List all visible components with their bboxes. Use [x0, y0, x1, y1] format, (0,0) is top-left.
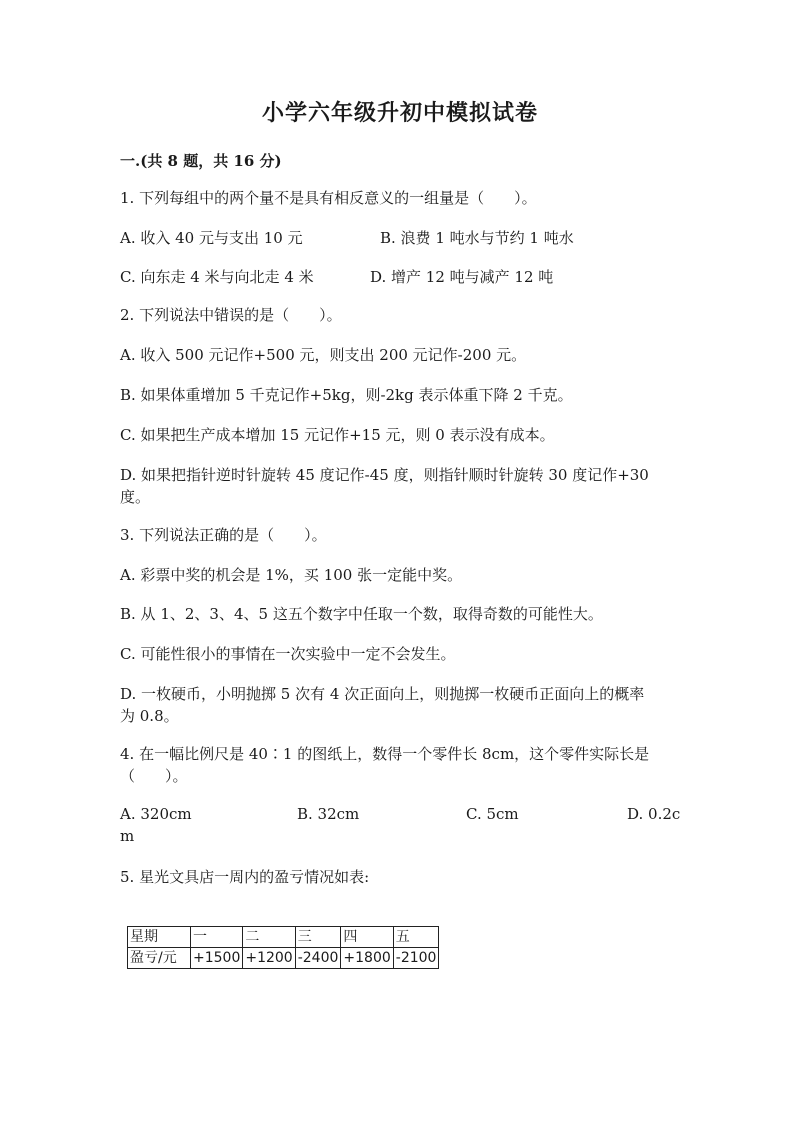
question-4-stem-line2: （ ）。	[120, 767, 188, 785]
question-2-option-d-line2: 度。	[120, 488, 151, 506]
question-2-option-d-line1: D. 如果把指针逆时针旋转 45 度记作-45 度，则指针顺时针旋转 30 度记作+30	[120, 466, 649, 484]
question-4-option-b: B. 32cm	[297, 805, 360, 823]
table-cell: +1500	[191, 948, 243, 969]
question-4-option-d-line2: m	[120, 827, 135, 845]
table-row	[128, 948, 439, 969]
question-2-option-c: C. 如果把生产成本增加 15 元记作+15 元，则 0 表示没有成本。	[120, 426, 555, 444]
question-3-stem: 3. 下列说法正确的是（ ）。	[120, 526, 327, 544]
table-header-cell: 四	[341, 927, 393, 948]
question-1-option-a: A. 收入 40 元与支出 10 元	[120, 229, 303, 247]
section-heading: 一.(共 8 题，共 16 分)	[120, 152, 282, 170]
question-3-option-a: A. 彩票中奖的机会是 1%，买 100 张一定能中奖。	[120, 566, 463, 584]
table-cell: -2400	[295, 948, 341, 969]
question-3-option-d-line2: 为 0.8。	[120, 707, 179, 725]
question-1-option-c: C. 向东走 4 米与向北走 4 米	[120, 268, 314, 286]
question-3-option-c: C. 可能性很小的事情在一次实验中一定不会发生。	[120, 645, 456, 663]
question-4-option-a: A. 320cm	[120, 805, 192, 823]
table-header-row	[128, 927, 439, 948]
question-1-option-d: D. 增产 12 吨与减产 12 吨	[370, 268, 554, 286]
question-3-option-b: B. 从 1、2、3、4、5 这五个数字中任取一个数，取得奇数的可能性大。	[120, 605, 603, 623]
question-5-stem: 5. 星光文具店一周内的盈亏情况如表:	[120, 868, 370, 886]
table-header-cell: 二	[243, 927, 295, 948]
question-1-option-b: B. 浪费 1 吨水与节约 1 吨水	[380, 229, 574, 247]
question-4-option-d-line1: D. 0.2c	[627, 805, 681, 823]
table-header-cell: 五	[393, 927, 439, 948]
question-4-option-c: C. 5cm	[466, 805, 519, 823]
question-2-stem: 2. 下列说法中错误的是（ ）。	[120, 306, 342, 324]
table-header-cell: 一	[191, 927, 243, 948]
table-header-cell: 星期	[128, 927, 191, 948]
question-2-option-b: B. 如果体重增加 5 千克记作+5kg，则-2kg 表示体重下降 2 千克。	[120, 386, 573, 404]
question-3-option-d-line1: D. 一枚硬币，小明抛掷 5 次有 4 次正面向上，则抛掷一枚硬币正面向上的概率	[120, 685, 645, 703]
question-1-stem: 1. 下列每组中的两个量不是具有相反意义的一组量是（ ）。	[120, 189, 537, 207]
table-header-cell: 三	[295, 927, 341, 948]
table-cell: +1800	[341, 948, 393, 969]
table-cell: +1200	[243, 948, 295, 969]
question-4-stem-line1: 4. 在一幅比例尺是 40∶1 的图纸上，数得一个零件长 8cm，这个零件实际长是	[120, 745, 650, 763]
table-row-label: 盈亏/元	[128, 948, 191, 969]
table-cell: -2100	[393, 948, 439, 969]
profit-loss-table	[127, 926, 439, 969]
question-2-option-a: A. 收入 500 元记作+500 元，则支出 200 元记作-200 元。	[120, 346, 527, 364]
page-title: 小学六年级升初中模拟试卷	[261, 100, 538, 126]
